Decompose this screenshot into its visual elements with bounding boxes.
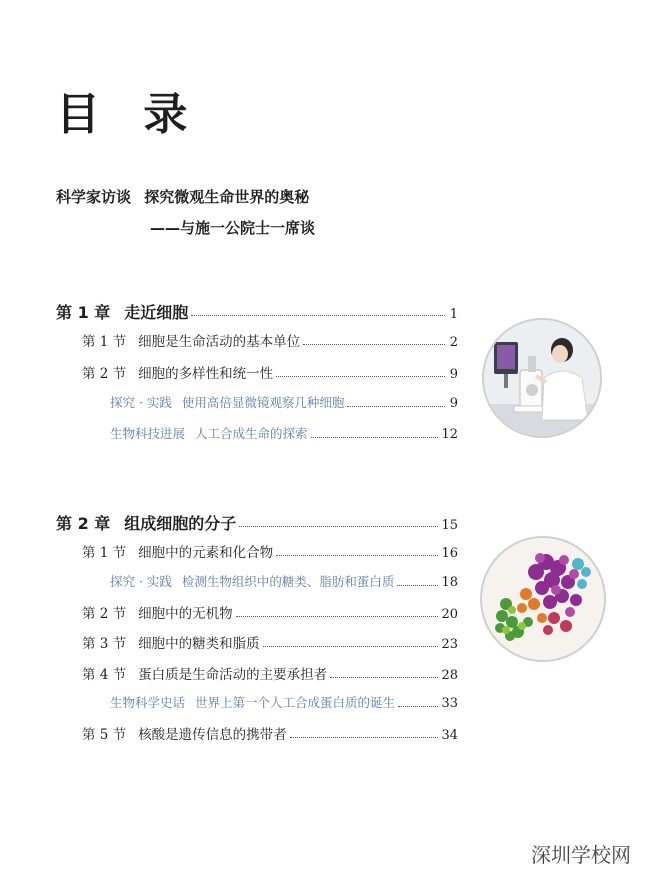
toc-entry[interactable] — [110, 693, 458, 711]
entry-title: 检测生物组织中的糖类、脂肪和蛋白质 — [181, 574, 395, 589]
entry-title: 使用高倍显微镜观察几种细胞 — [181, 395, 345, 410]
leader-dots — [191, 315, 445, 316]
entry-title: 世界上第一个人工合成蛋白质的诞生 — [195, 695, 396, 710]
leader-dots — [330, 677, 438, 678]
chapter-label: 第 2 章 — [56, 514, 111, 533]
entry-title: 细胞是生命活动的基本单位 — [138, 334, 301, 350]
toc-entry[interactable] — [82, 663, 458, 683]
page-number: 1 — [449, 307, 458, 322]
leader-dots — [311, 437, 439, 438]
toc-chapter-2[interactable] — [56, 511, 458, 534]
toc-entry[interactable] — [82, 541, 458, 561]
sub-tag: 探究 · 实践 — [110, 395, 172, 410]
leader-dots — [398, 706, 438, 707]
section-label: 第 5 节 — [82, 727, 127, 743]
toc-chapter-1[interactable] — [56, 300, 458, 323]
interview-title: 探究微观生命世界的奥秘 — [144, 188, 310, 206]
chapter-label: 第 1 章 — [56, 303, 111, 322]
entry-title: 蛋白质是生命活动的主要承担者 — [138, 667, 328, 683]
toc-entry[interactable] — [110, 393, 458, 411]
toc-entry[interactable] — [82, 632, 458, 652]
section-label: 第 3 节 — [82, 636, 127, 652]
leader-dots — [239, 526, 438, 527]
entry-title: 人工合成生命的探索 — [195, 426, 308, 441]
section-label: 第 1 节 — [82, 334, 127, 350]
page-number: 16 — [441, 546, 458, 561]
leader-dots — [290, 737, 439, 738]
page-number: 12 — [441, 427, 458, 442]
page-number: 20 — [441, 607, 458, 622]
leader-dots — [236, 616, 439, 617]
leader-dots — [276, 555, 438, 556]
entry-title: 核酸是遗传信息的携带者 — [138, 727, 287, 743]
toc-entry[interactable] — [82, 602, 458, 622]
entry-title: 细胞中的元素和化合物 — [138, 545, 274, 561]
molecule-illustration — [480, 536, 606, 662]
entry-title: 细胞中的无机物 — [138, 606, 233, 622]
leader-dots — [263, 646, 439, 647]
page-number: 18 — [441, 575, 458, 590]
toc-entry[interactable] — [110, 572, 458, 590]
watermark: 深圳学校网 — [531, 843, 631, 867]
interview-prefix: 科学家访谈 — [56, 188, 132, 206]
page-number: 23 — [441, 637, 458, 652]
page-number: 2 — [449, 335, 458, 350]
page-title: 目 录 — [56, 89, 202, 140]
section-label: 第 4 节 — [82, 667, 127, 683]
leader-dots — [347, 406, 445, 407]
leader-dots — [397, 585, 438, 586]
section-label: 第 2 节 — [82, 366, 127, 382]
leader-dots — [303, 344, 445, 345]
chapter-title: 走近细胞 — [124, 303, 189, 322]
entry-title: 细胞的多样性和统一性 — [138, 366, 274, 382]
toc-entry[interactable] — [110, 424, 458, 442]
page-number: 9 — [449, 367, 458, 382]
microscope-photo — [482, 318, 602, 438]
toc-entry[interactable] — [82, 362, 458, 382]
page-number: 34 — [441, 728, 458, 743]
sub-tag: 探究 · 实践 — [110, 574, 172, 589]
toc-entry[interactable] — [82, 723, 458, 743]
sub-tag: 生物科学史话 — [110, 695, 186, 710]
leader-dots — [276, 376, 445, 377]
section-label: 第 2 节 — [82, 606, 127, 622]
interview-subtitle: ——与施一公院士一席谈 — [150, 219, 316, 237]
page-number: 9 — [449, 396, 458, 411]
page-number: 33 — [441, 696, 458, 711]
entry-title: 细胞中的糖类和脂质 — [138, 636, 260, 652]
chapter-title: 组成细胞的分子 — [124, 514, 237, 533]
toc-entry[interactable] — [82, 330, 458, 350]
section-label: 第 1 节 — [82, 545, 127, 561]
page-number: 28 — [441, 668, 458, 683]
interview-heading — [56, 186, 309, 207]
sub-tag: 生物科技进展 — [110, 426, 186, 441]
page-number: 15 — [441, 518, 458, 533]
